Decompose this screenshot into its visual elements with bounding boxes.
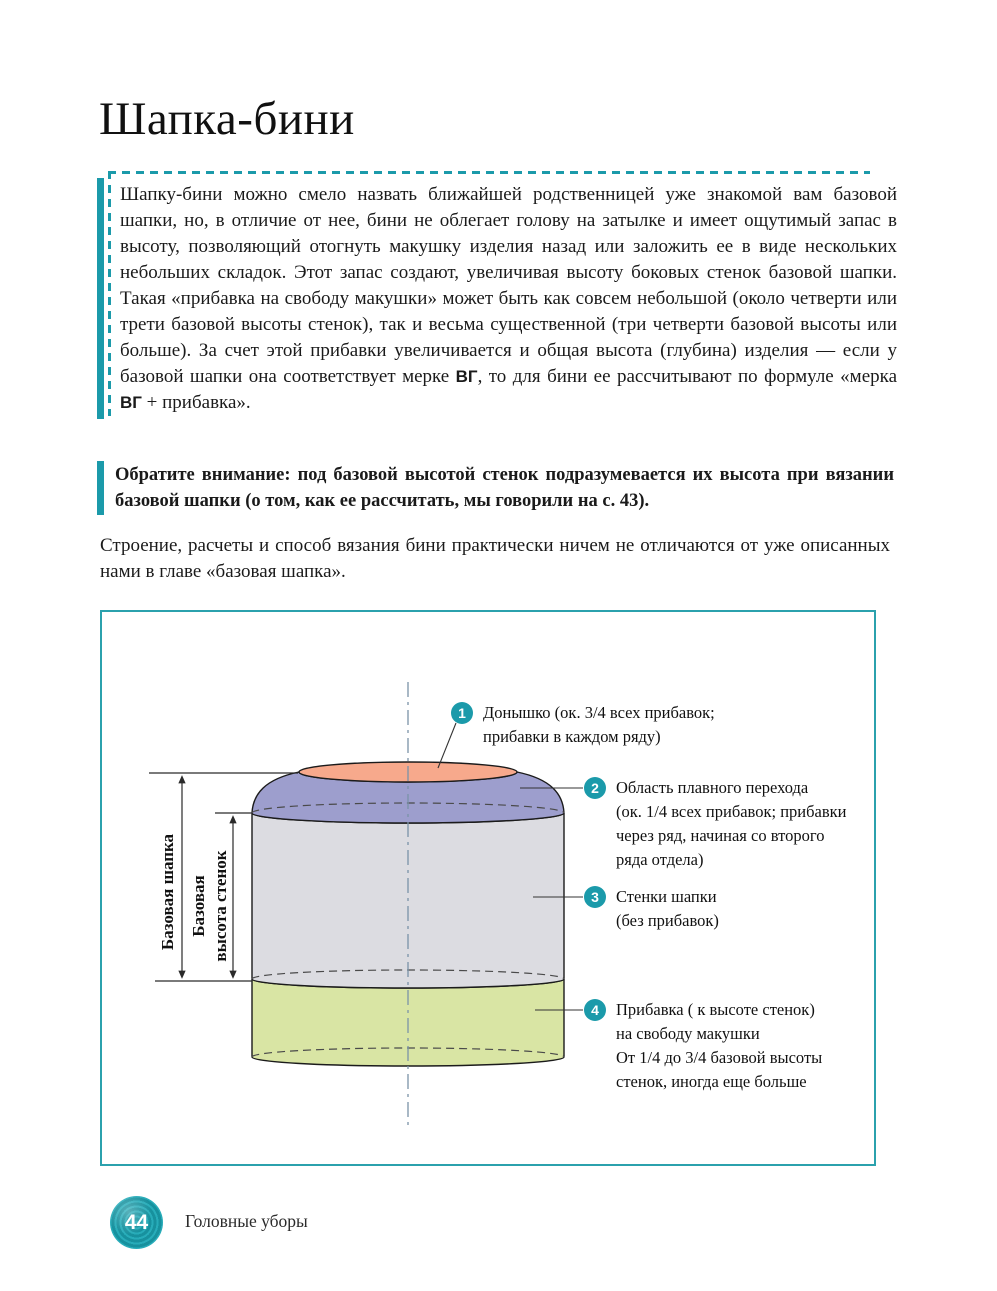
beanie-diagram xyxy=(102,612,874,1164)
callout-2-line-4: ряда отдела) xyxy=(616,850,704,869)
footer-section-label: Головные уборы xyxy=(185,1211,308,1231)
note-paragraph xyxy=(97,459,894,517)
callout-1-line-2: прибавки в каждом ряду) xyxy=(483,727,661,746)
dim-label-wall-height-line2: высота стенок xyxy=(211,850,230,962)
callout-num-1: 1 xyxy=(458,705,466,721)
callout-2-line-2: (ок. 1/4 всех прибавок; прибавки xyxy=(616,802,847,821)
intro-block xyxy=(97,171,897,420)
page-number: 44 xyxy=(124,1210,149,1234)
intro-paragraph: Шапку-бини можно смело назвать ближайшей родственницей уже знакомой вам базовой шапки, но, в отличие от нее, бини не облегает голову на затылке и имеет ощутимый запас в высоту, позволяющий отогнуть макушку изделия назад или заложить ее в виде нескольких небольших складок. Этот запас создают, увеличивая высоту боковых стенок базовой шапки. Такая «прибавка на свободу макушки» может быть как совсем небольшой (около четверти или трети базовой высоты стенок), так и весьма существенной (три четверти базовой высоты или больше). За счет этой прибавки увеличивается и общая высота (глубина) изделия — если у базовой шапки она соответствует мерке ВГ, то для бини ее рассчитывают по формуле «мерка ВГ + прибавка». xyxy=(120,184,897,413)
page-title: Шапка-бини xyxy=(99,93,355,145)
callout-1-line-1: Донышко (ок. 3/4 всех прибавок; xyxy=(483,703,715,722)
callout-3-line-1: Стенки шапки xyxy=(616,887,717,906)
diagram-box xyxy=(100,610,876,1166)
callout-4-line-1: Прибавка ( к высоте стенок) xyxy=(616,1000,815,1019)
callout-4-line-2: на свободу макушки xyxy=(616,1024,760,1043)
note-accent-bar xyxy=(97,461,104,515)
note-label: Обратите внимание: xyxy=(115,465,291,485)
callout-num-3: 3 xyxy=(591,889,599,905)
leader-1 xyxy=(438,723,456,768)
body-paragraph: Строение, расчеты и способ вязания бини практически ничем не отличаются от уже описанных нами в главе «базовая шапка». xyxy=(100,535,890,582)
callout-3-line-2: (без прибавок) xyxy=(616,911,719,930)
note-block xyxy=(97,459,897,517)
intro-dashed-left-border xyxy=(108,171,111,416)
dim-label-base-hat: Базовая шапка xyxy=(158,833,177,951)
intro-dashed-top-border xyxy=(108,171,870,174)
callout-num-4: 4 xyxy=(591,1002,599,1018)
callout-4-line-3: От 1/4 до 3/4 базовой высоты xyxy=(616,1048,823,1067)
note-text: под базовой высотой стенок подразумевается их высота при вязании базовой шапки (о том, как ее рассчитать, мы говорили на с. 43). xyxy=(115,465,894,511)
dim-label-wall-height-line1: Базовая xyxy=(189,875,208,937)
intro-accent-bar xyxy=(97,178,104,419)
callout-2-line-3: через ряд, начиная со второго xyxy=(616,826,825,845)
callout-4-line-4: стенок, иногда еще больше xyxy=(616,1072,807,1091)
page-number-badge xyxy=(110,1196,163,1249)
callout-2-line-1: Область плавного перехода xyxy=(616,778,809,797)
callout-num-2: 2 xyxy=(591,780,599,796)
